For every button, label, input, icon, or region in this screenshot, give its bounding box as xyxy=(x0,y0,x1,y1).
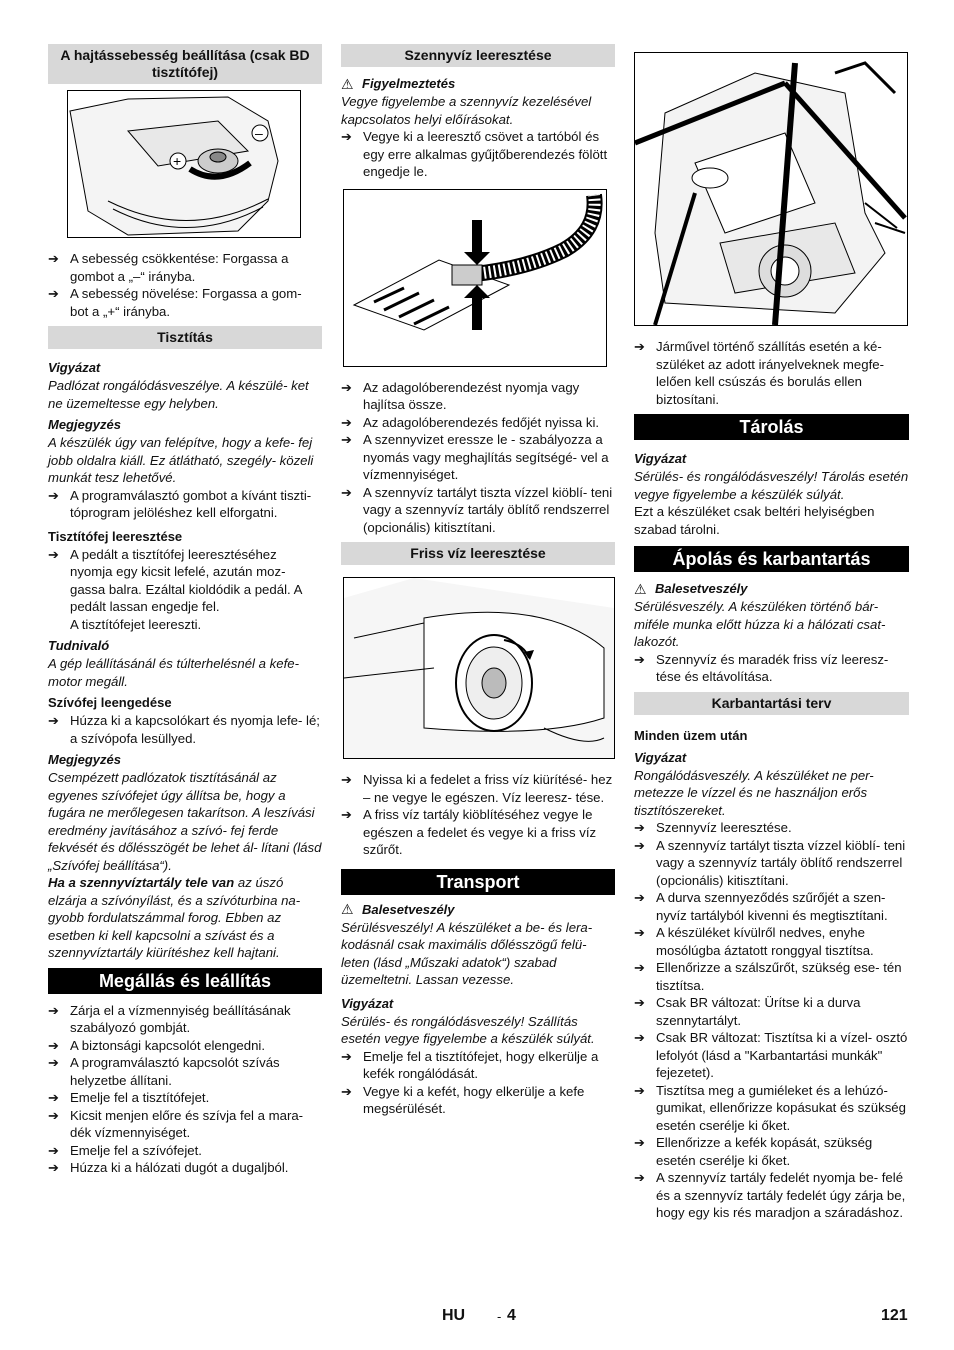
warning-triangle-icon: ⚠ xyxy=(634,580,647,597)
caution-text: Sérülés- és rongálódásveszély! Tárolás esetén vegye figyelembe a készülék súlyát. xyxy=(634,469,909,502)
list-item: ➔ Az adagolóberendezés fedőjét nyissa ki. xyxy=(341,414,600,430)
note-label: Megjegyzés xyxy=(48,417,121,432)
list-item: ➔ Ellenőrizze a kefék kopását, szükség esetén cserélje ki őket. xyxy=(634,1135,873,1168)
caution-label: Vigyázat xyxy=(48,360,101,375)
svg-text:+: + xyxy=(173,153,182,169)
section-header-stop: Megállás és leállítás xyxy=(48,968,322,994)
list-item: ➔ Zárja el a vízmennyiség beállításának szabályozó gombját. xyxy=(48,1002,291,1035)
caution-label: Vigyázat xyxy=(634,451,687,466)
full-tank-text: Ha a szennyvíztartály tele van az úszó elzárja a szívónyílást, és a szívóturbina na- gyobb fordulatszámmal forog. Ebben az esetben ki kell kapcsolni a szívást és a szennyvíztartály kiürítéshez kell hajtani. xyxy=(48,875,301,960)
figure-fresh-water-cap xyxy=(343,577,615,759)
warning-triangle-icon: ⚠ xyxy=(341,75,354,92)
list-item: ➔ A durva szennyeződés szűrőjét a szen- nyvíz tartályból kivenni és megtisztítani. xyxy=(634,890,888,923)
list-item: ➔ Kicsit menjen előre és szívja fel a mara- dék vízmennyiséget. xyxy=(48,1107,304,1140)
section-header-dirty-water: Szennyvíz leeresztése xyxy=(341,44,615,67)
subheading-suction: Szívófej leengedése xyxy=(48,695,172,710)
note-text: Csempézett padlózatok tisztításánál az egyenes szívófejet úgy állítsa be, hogy a fugára ne merőlegesen takarítson. A leszívási eredmény javításához a szívó- fej ferde fekvését és dőlésszögét be lehet ál- lítani (lásd „Szívófej beállítása“). xyxy=(48,770,322,873)
list-item: ➔ Húzza ki a kapcsolókart és nyomja lefe- lé; a szívópofa lesüllyed. xyxy=(48,713,320,746)
section-header-transport: Transport xyxy=(341,869,615,895)
list-item: ➔ Vegye ki a kefét, hogy elkerülje a kefe megsérülését. xyxy=(341,1083,585,1116)
result-text: A tisztítófejet leereszti. xyxy=(70,616,202,632)
list-item: ➔ A sebesség csökkentése: Forgassa a gombot a „–“ irányba. xyxy=(48,251,289,284)
list-item: ➔ Járművel történő szállítás esetén a ké- szüléket az adott irányelveknek megfe- lelően kell csúszás és borulás ellen biztosítani. xyxy=(634,339,884,407)
warning-triangle-icon: ⚠ xyxy=(341,901,354,917)
list-item: ➔ Csak BR változat: Ürítse ki a durva szennytartályt. xyxy=(634,995,861,1028)
section-header-plan: Karbantartási terv xyxy=(634,692,909,715)
list-item: ➔ Emelje fel a tisztítófejet, hogy elkerülje a kefék rongálódását. xyxy=(341,1048,599,1081)
list-item: ➔ Emelje fel a szívófejet. xyxy=(48,1142,202,1158)
list-item: ➔ Ellenőrizze a szálszűrőt, szükség ese- tén tisztítsa. xyxy=(634,960,902,993)
caution-label: Vigyázat xyxy=(634,749,687,765)
list-item: ➔ A programválasztó gombot a kívánt tiszti- tóprogram jelöléshez kell elforgatni. xyxy=(48,487,312,520)
warning-heading: ⚠ Figyelmeztetés xyxy=(341,75,456,92)
list-item: ➔ A készüléket kívülről nedves, enyhe mosólúgba áztatott ronggyal tisztítsa. xyxy=(634,925,874,958)
list-item: ➔ A programválasztó kapcsolót szívás helyzetbe állítani. xyxy=(48,1055,280,1088)
section-header-fresh-water: Friss víz leeresztése xyxy=(341,542,615,565)
storage-text: Ezt a készüléket csak beltéri helyiségben szabad tárolni. xyxy=(634,504,875,537)
section-header-drive-speed: A hajtássebesség beállítása (csak BD tisztítófej) xyxy=(48,44,322,84)
caution-text: Sérülés- és rongálódásveszély! Szállítás esetén vegye figyelembe a készülék súlyát. xyxy=(341,1013,595,1046)
danger-heading: ⚠ Balesetveszély xyxy=(341,901,455,917)
list-item: ➔ Emelje fel a tisztítófejet. xyxy=(48,1090,210,1105)
list-item: ➔ A szennyvizet eressze le - szabályozza a nyomás vagy meghajlítás segítségé- vel a vízmennyiséget. xyxy=(341,432,609,482)
list-item: ➔ Húzza ki a hálózati dugót a dugaljból. xyxy=(48,1160,289,1175)
figure-drain-hose xyxy=(343,189,607,367)
list-item: ➔ A szennyvíz tartályt tiszta vízzel kiöblí- teni vagy a szennyvíz tartály öblítő rendszerrel (opcionális) kitisztítani. xyxy=(634,837,906,888)
caution-text: Padlózat rongálódásveszélye. A készülé- ket ne üzemeltesse egy helyben. xyxy=(48,378,309,411)
figure-machine-strapped xyxy=(634,52,908,326)
danger-text: Sérülésveszély! A készüléket a be- és lera- kodásnál csak maximális dőlésszögű felü- leten (lásd „Műszaki adatok“) szabad üzemeltetni. Lassan vezesse. xyxy=(341,919,593,987)
subheading-lower-head: Tisztítófej leeresztése xyxy=(48,528,183,544)
svg-text:–: – xyxy=(255,125,263,141)
column-left xyxy=(48,44,322,1177)
caution-label: Vigyázat xyxy=(341,995,394,1011)
note-label: Megjegyzés xyxy=(48,752,121,767)
footer-language: HU xyxy=(442,1307,466,1324)
list-item: ➔ Szennyvíz leeresztése. xyxy=(634,820,792,835)
section-header-cleaning: Tisztítás xyxy=(48,326,322,349)
info-label: Tudnivaló xyxy=(48,638,110,653)
list-item: ➔ Vegye ki a leeresztő csövet a tartóból és egy erre alkalmas gyűjtőberendezés fölött engedje le. xyxy=(341,129,608,179)
list-item: ➔ A sebesség növelése: Forgassa a gom- bot a „+“ irányba. xyxy=(48,286,302,319)
note-text: A készülék úgy van felépítve, hogy a kefe- fej jobb oldalra kiáll. Ez átlátható, szegély- közeli munkát tesz lehetővé. xyxy=(48,435,314,485)
column-right xyxy=(634,44,909,1222)
column-middle xyxy=(341,44,615,1118)
footer-dash: - xyxy=(497,1309,502,1324)
info-text: A gép leállításánál és túlterhelésnél a kefe- motor megáll. xyxy=(48,656,299,689)
section-header-maintenance: Ápolás és karbantartás xyxy=(634,546,909,572)
danger-text: Sérülésveszély. A készüléken történő bár- miféle munka előtt húzza ki a hálózati csat- lakozót. xyxy=(634,599,886,649)
list-item: ➔ A szennyvíz tartály fedelét nyomja be- felé és a szennyvíz tartály fedelét úgy zárja be, hogy egy kis rés maradjon a száradáshoz. xyxy=(634,1170,906,1220)
subheading-after-use: Minden üzem után xyxy=(634,727,748,743)
list-item: ➔ A biztonsági kapcsolót elengedni. xyxy=(48,1037,266,1053)
list-item: ➔ Szennyvíz és maradék friss víz leeresz- tése és eltávolítása. xyxy=(634,651,889,684)
caution-text: Rongálódásveszély. A készüléket ne per- metezze le vízzel és ne használjon erős tisztítószereket. xyxy=(634,767,874,818)
page-footer xyxy=(0,1307,954,1329)
page-number: 121 xyxy=(881,1307,908,1324)
list-item: ➔ A pedált a tisztítófej leeresztéséhez nyomja egy kicsit lefelé, azután moz- gassa balra. Ezáltal kioldódik a pedál. A pedált lassan engedje fel. xyxy=(48,546,302,614)
footer-section-number: 4 xyxy=(507,1307,516,1324)
list-item: ➔ A szennyvíz tartályt tiszta vízzel kiöblí- teni vagy a szennyvíz tartály öblítő rendszerrel (opcionális) kitisztítani. xyxy=(341,484,613,535)
list-item: ➔ Csak BR változat: Tisztítsa ki a vízel- osztó lefolyót (lásd a "Karbantartási munkák" fejezetet). xyxy=(634,1030,908,1080)
figure-speed-knob xyxy=(67,90,301,238)
list-item: ➔ A friss víz tartály kiöblítéséhez vegye le egészen a fedelet és vegye ki a friss víz szűrőt. xyxy=(341,807,597,857)
warning-text: Vegye figyelembe a szennyvíz kezelésével kapcsolatos helyi előírásokat. xyxy=(341,94,592,127)
list-item: ➔ Az adagolóberendezést nyomja vagy hajlítsa össze. xyxy=(341,379,580,412)
list-item: ➔ Nyissa ki a fedelet a friss víz kiürítésé- hez – ne vegye le egészen. Víz leeresz- tése. xyxy=(341,772,613,805)
list-item: ➔ Tisztítsa meg a gumiéleket és a lehúzó- gumikat, ellenőrizze kopásukat és szükség esetén cserélje ki őket. xyxy=(634,1082,906,1133)
section-header-storage: Tárolás xyxy=(634,414,909,440)
danger-heading: ⚠ Balesetveszély xyxy=(634,580,748,597)
